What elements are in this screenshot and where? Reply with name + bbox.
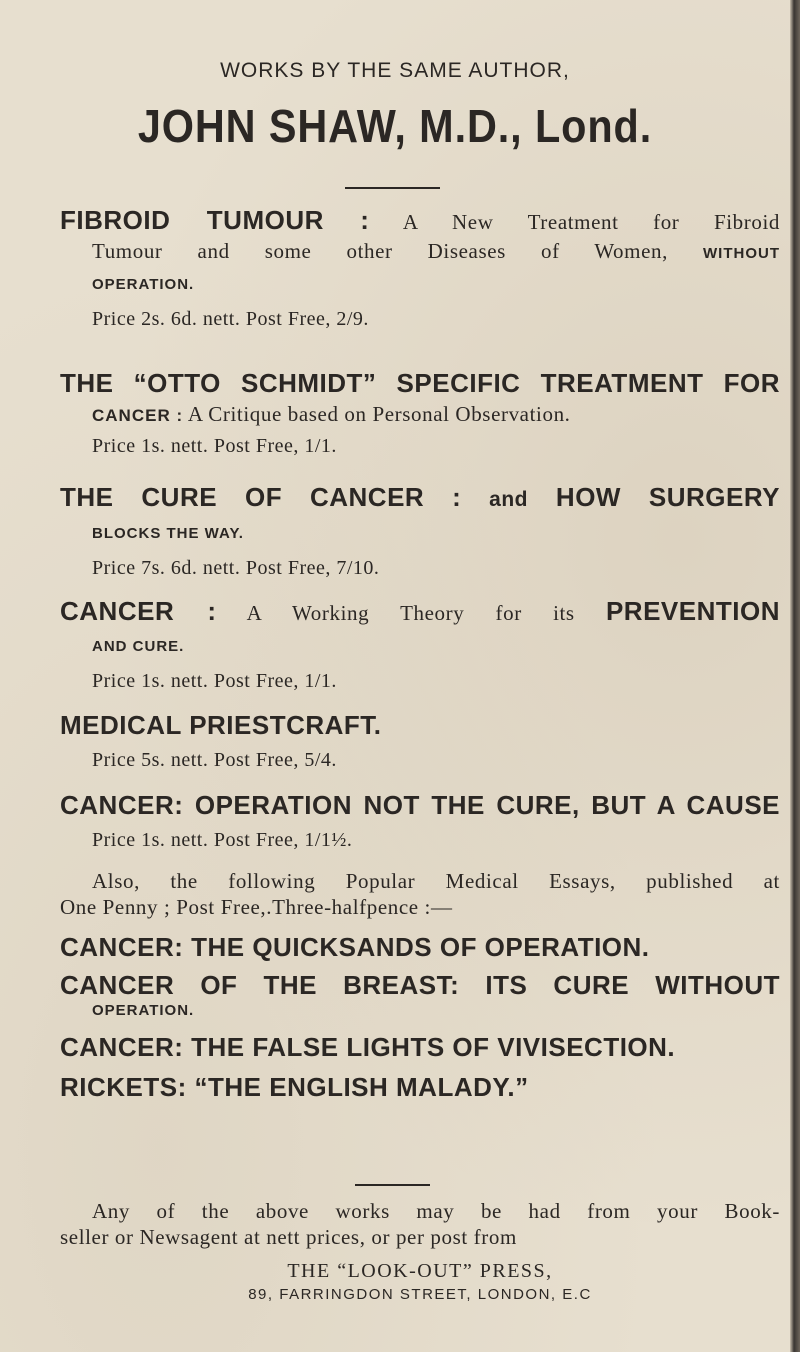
work-title: THE CURE OF CANCER : xyxy=(60,482,462,512)
work-price: Price 1s. nett. Post Free, 1/1. xyxy=(92,435,337,457)
author-name: JOHN SHAW, M.D., Lond. xyxy=(137,100,653,152)
work-description-line xyxy=(60,237,780,268)
work-title: MEDICAL PRIESTCRAFT. xyxy=(60,710,382,740)
essay-title: CANCER: THE QUICKSANDS OF OPERATION. xyxy=(60,932,650,962)
works-by-author-heading: WORKS BY THE SAME AUTHOR, xyxy=(220,59,570,82)
work-price: Price 1s. nett. Post Free, 1/1. xyxy=(92,670,337,692)
work-title-line xyxy=(60,206,780,237)
work-title-continued: CANCER : xyxy=(92,406,184,425)
essay-title: CANCER: THE FALSE LIGHTS OF VIVISECTION. xyxy=(60,1032,676,1062)
work-title: CANCER: OPERATION NOT THE CURE, BUT A CAUSE xyxy=(60,790,780,820)
work-description-text: Tumour and some other Diseases of Women, xyxy=(92,239,668,263)
work-price: Price 5s. nett. Post Free, 5/4. xyxy=(92,749,337,771)
divider-rule-top xyxy=(345,187,440,189)
work-title-emphasis: PREVENTION xyxy=(605,596,780,626)
work-entry-cancer-working-theory xyxy=(60,594,780,695)
popular-essays-section xyxy=(60,868,780,1104)
work-title-continued: AND CURE. xyxy=(92,638,185,655)
essay-title-continued xyxy=(60,1002,780,1020)
work-title-continued: HOW SURGERY xyxy=(555,482,780,512)
work-description: A Working Theory for its xyxy=(246,601,575,625)
work-title: THE “OTTO SCHMIDT” SPECIFIC TREATMENT FOR xyxy=(60,368,780,398)
essay-title: RICKETS: “THE ENGLISH MALADY.” xyxy=(60,1072,529,1102)
work-title-line xyxy=(60,594,780,630)
work-description: A Critique based on Personal Observation. xyxy=(187,402,571,426)
publisher-address: 89, FARRINGDON STREET, LONDON, E.C xyxy=(248,1286,592,1303)
work-price: Price 2s. 6d. nett. Post Free, 2/9. xyxy=(92,308,369,330)
work-entry-operation-not-the-cure xyxy=(60,788,780,854)
essays-intro-continued: One Penny ; Post Free,.Three-halfpence :— xyxy=(60,895,453,919)
work-description: A New Treatment for Fibroid xyxy=(402,210,780,234)
ordering-info xyxy=(60,1198,780,1306)
divider-rule-bottom xyxy=(355,1184,430,1186)
work-price: Price 7s. 6d. nett. Post Free, 7/10. xyxy=(92,557,380,579)
work-entry-cure-of-cancer xyxy=(60,480,780,582)
work-entry-fibroid-tumour xyxy=(60,206,780,333)
ordering-text: Any of the above works may be had from your Book- xyxy=(92,1199,780,1223)
work-price: Price 1s. nett. Post Free, 1/1½. xyxy=(92,829,353,851)
work-title: FIBROID TUMOUR : xyxy=(60,205,370,235)
page-edge-shadow xyxy=(790,0,800,1352)
work-entry-medical-priestcraft xyxy=(60,708,780,774)
work-description-line xyxy=(60,268,780,299)
work-title-line xyxy=(60,630,780,661)
work-title-connector: and xyxy=(489,488,529,511)
ordering-text-continued: seller or Newsagent at nett prices, or per post from xyxy=(60,1225,517,1249)
essay-title: CANCER OF THE BREAST: ITS CURE WITHOUT xyxy=(60,970,780,1000)
publisher-name: THE “LOOK-OUT” PRESS, xyxy=(287,1260,553,1282)
work-title-line xyxy=(60,517,780,548)
essays-intro: Also, the following Popular Medical Essays, published at xyxy=(92,869,780,893)
work-title-line xyxy=(60,480,780,517)
work-entry-otto-schmidt xyxy=(60,366,780,460)
work-title: CANCER : xyxy=(60,596,217,626)
work-title-line xyxy=(60,400,780,430)
work-description-emphasis: OPERATION. xyxy=(92,276,195,293)
essay-title-continued-text: OPERATION. xyxy=(92,1002,195,1019)
work-description-emphasis: WITHOUT xyxy=(703,245,780,262)
work-title-continued: BLOCKS THE WAY. xyxy=(92,525,244,542)
